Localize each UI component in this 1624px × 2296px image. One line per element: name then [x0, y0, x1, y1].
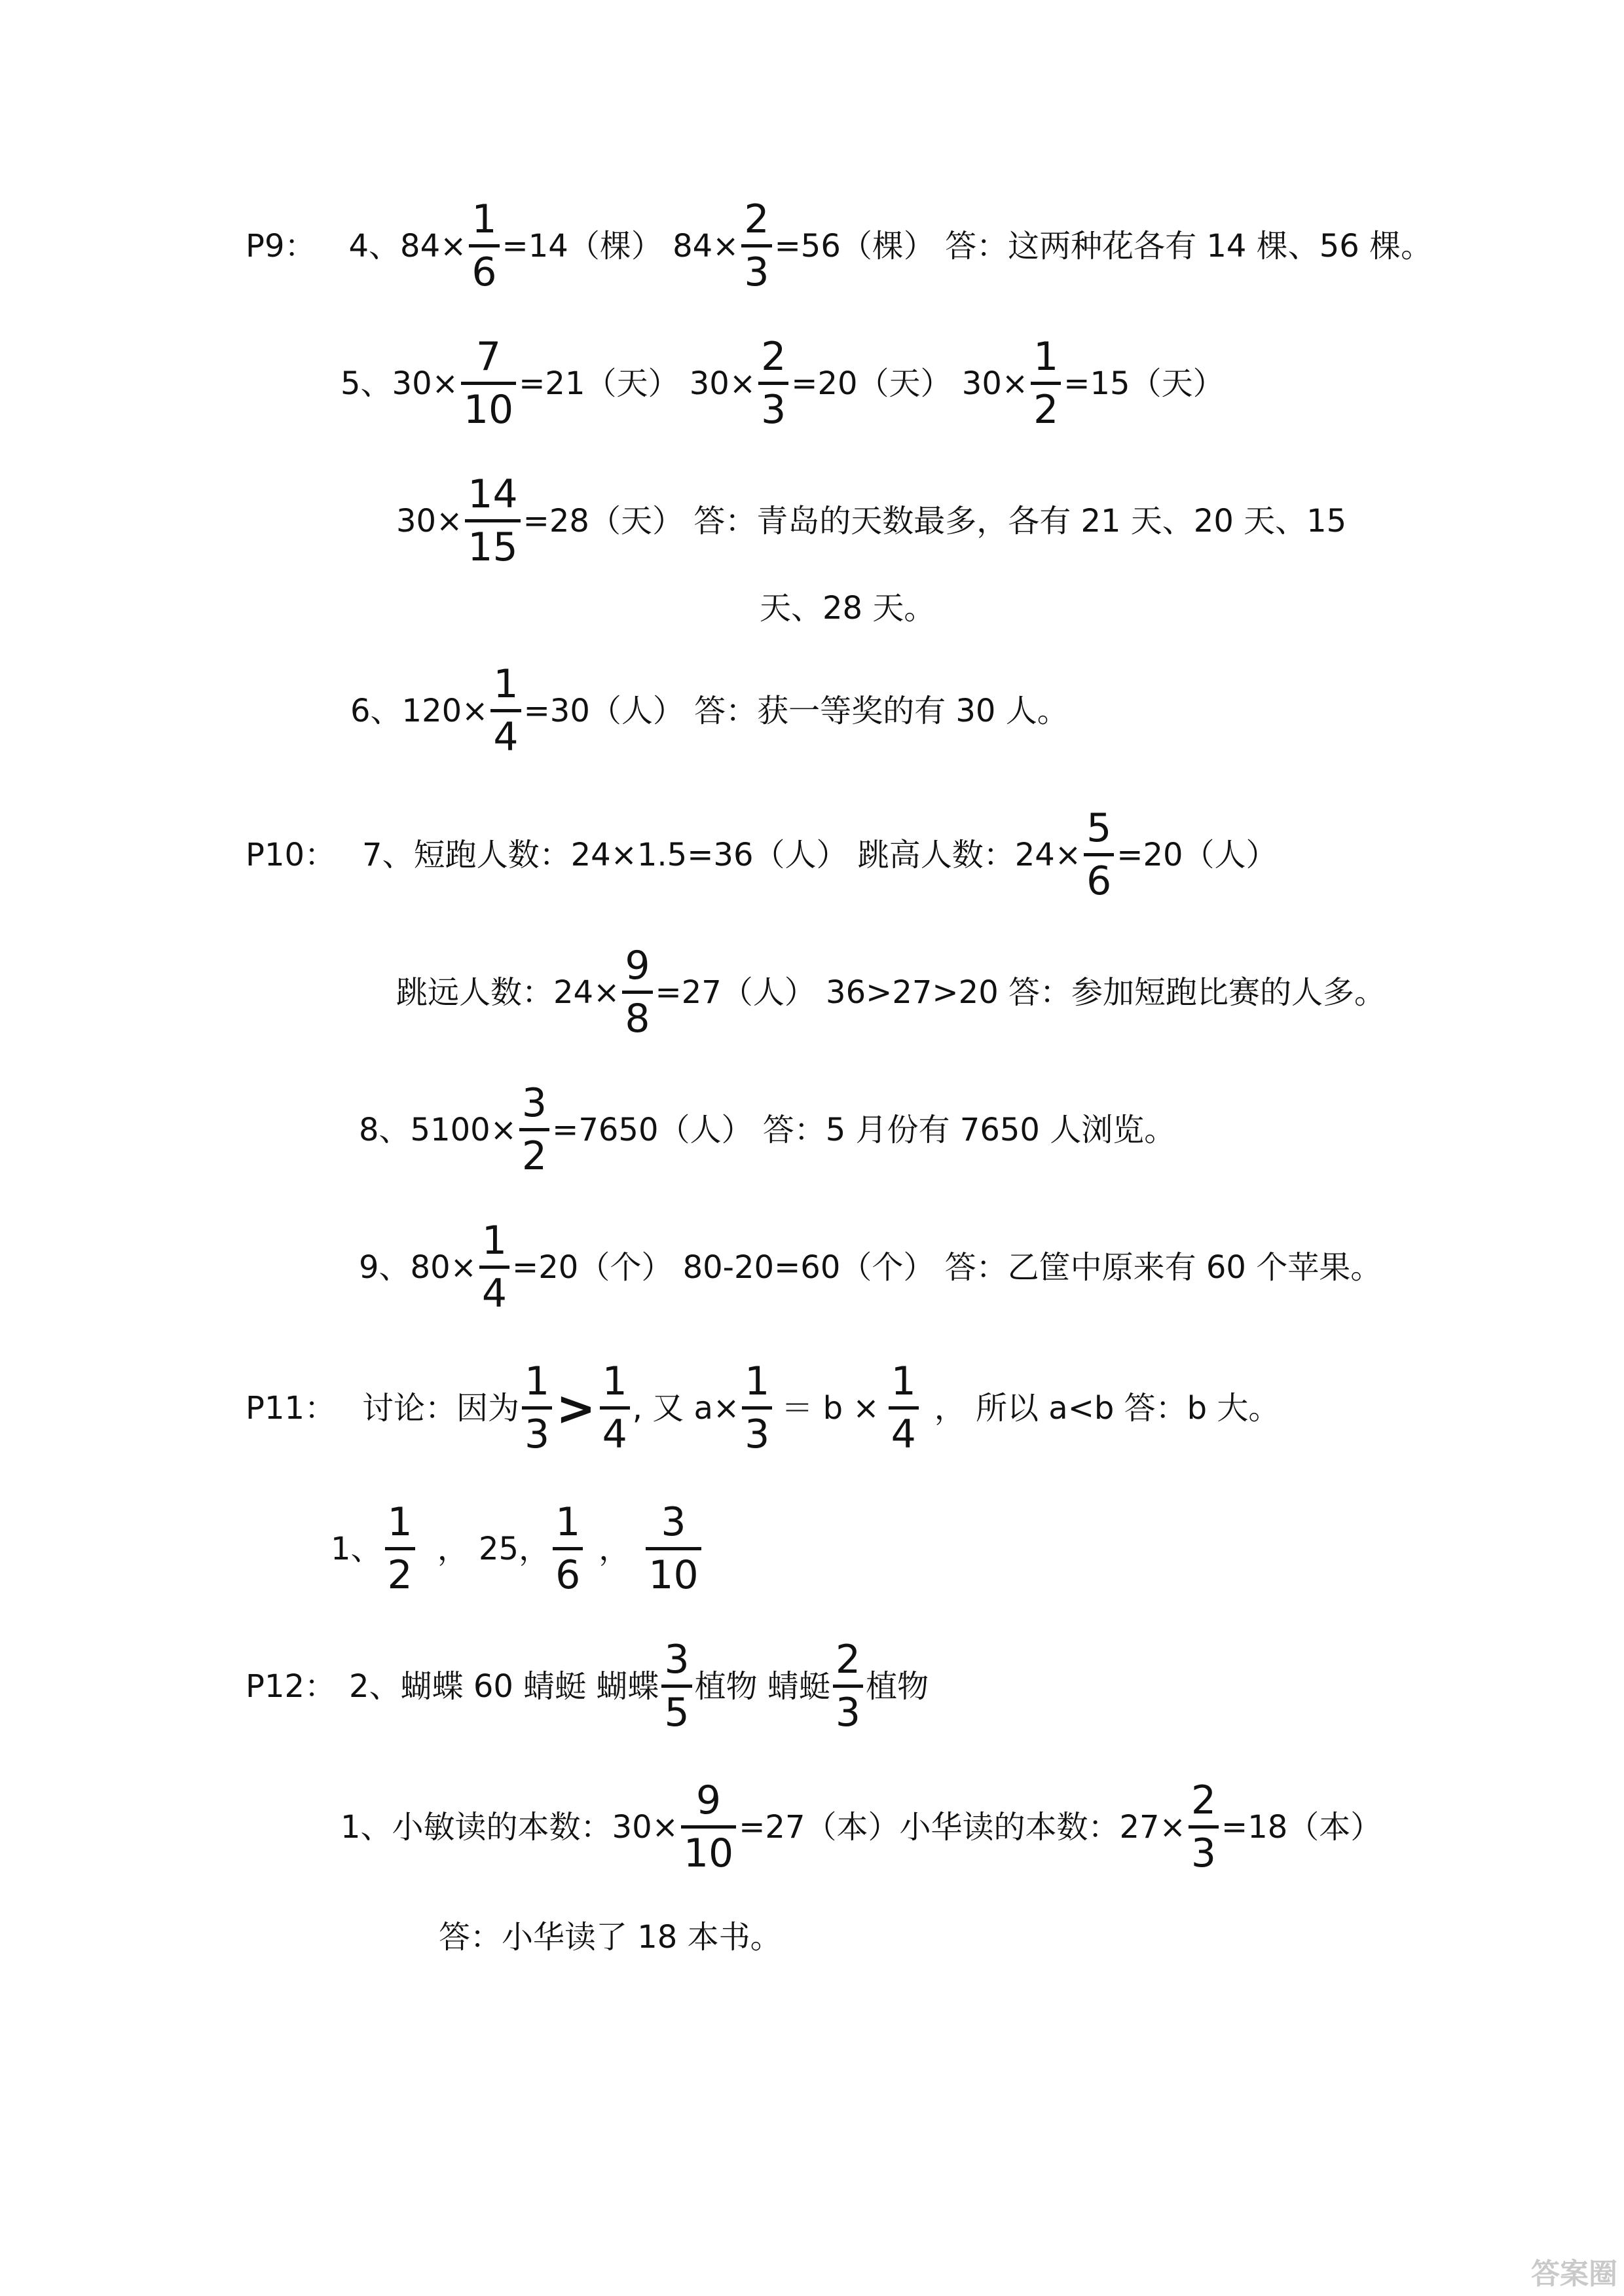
text: =20（人）: [1116, 836, 1278, 873]
fraction: 1 2: [1031, 337, 1061, 429]
line-p9-q5-cont: [396, 471, 1347, 570]
page-label-p9: P9：: [246, 227, 316, 264]
text: ， 25，: [437, 1530, 551, 1567]
text: =7650（人） 答：5 月份有 7650 人浏览。: [552, 1111, 1176, 1148]
page-label-p10: P10：: [246, 836, 337, 873]
text: 1、小敏读的本数：30×: [341, 1808, 678, 1846]
line-p12-q1: [341, 1777, 1382, 1876]
text: , 又 a×: [632, 1389, 740, 1427]
fraction: 2 3: [833, 1640, 863, 1732]
line-p11-q1: [331, 1499, 704, 1598]
fraction: 1 3: [522, 1362, 552, 1454]
text: 9、80×: [359, 1248, 477, 1286]
fraction: 2 3: [741, 200, 771, 292]
fraction: 1 4: [490, 665, 521, 757]
text: =15（天）: [1063, 365, 1225, 402]
fraction: 1 3: [742, 1362, 772, 1454]
line-p10-q9: [359, 1218, 1382, 1317]
watermark-logo: 答案圈: [1531, 2257, 1617, 2291]
fraction: 3 10: [646, 1503, 701, 1595]
line-p11-discussion: [246, 1358, 1280, 1457]
fraction: 1 6: [553, 1503, 583, 1595]
text: 5、30×: [341, 365, 458, 402]
fraction: 3 2: [519, 1084, 549, 1176]
line-p9-q6: [350, 661, 1069, 760]
line-p10-q7-cont: [396, 943, 1386, 1042]
fraction: 3 5: [661, 1640, 692, 1732]
line-p10-q8: [359, 1080, 1176, 1179]
text: 植物 蜻蜓: [694, 1667, 830, 1705]
fraction: 5 6: [1084, 809, 1114, 901]
line-p10-q7: [246, 805, 1278, 904]
text: =56（棵） 答：这两种花各有 14 棵、56 棵。: [774, 227, 1433, 264]
fraction: 2 3: [1189, 1781, 1219, 1873]
text: =14（棵） 84×: [502, 227, 739, 264]
text: =18（本）: [1221, 1808, 1382, 1846]
page-label-p11: P11：: [246, 1389, 337, 1427]
text: 跳远人数：24×: [396, 974, 620, 1011]
text: 讨论：因为: [362, 1389, 520, 1427]
fraction: 14 15: [465, 475, 520, 567]
page-label-p12: P12：: [246, 1667, 337, 1705]
fraction: 2 3: [758, 337, 788, 429]
text: 答：小华读了 18 本书。: [439, 1919, 782, 1956]
fraction: 1 4: [600, 1362, 630, 1454]
line-p9-q4: [246, 196, 1433, 295]
fraction: 1 2: [385, 1503, 415, 1595]
fraction: 1 4: [889, 1362, 919, 1454]
text: =27（人） 36>27>20 答：参加短跑比赛的人多。: [655, 974, 1386, 1011]
text: =27（本）小华读的本数：27×: [739, 1808, 1186, 1846]
text: 1、: [331, 1530, 382, 1567]
text: 30×: [396, 502, 463, 539]
text: 植物: [866, 1667, 929, 1705]
text: 天、28 天。: [760, 590, 936, 627]
line-p9-q5: [341, 334, 1225, 433]
text: 6、120×: [350, 692, 489, 729]
fraction: 9 10: [681, 1781, 736, 1873]
line-p12-q2: [246, 1637, 929, 1736]
text: 7、短跑人数：24×1.5=36（人） 跳高人数：24×: [362, 836, 1082, 873]
text: 2、蝴蝶 60 蜻蜓 蝴蝶: [349, 1667, 659, 1705]
fraction: 7 10: [461, 337, 516, 429]
greater-than-sign: >: [556, 1380, 596, 1436]
text: =30（人） 答：获一等奖的有 30 人。: [523, 692, 1069, 729]
line-p9-q5-cont2: [760, 590, 936, 627]
text: =20（天） 30×: [791, 365, 1029, 402]
fraction: 1 4: [479, 1221, 509, 1313]
text: =28（天） 答：青岛的天数最多，各有 21 天、20 天、15: [523, 502, 1347, 539]
text: 4、84×: [348, 227, 467, 264]
text: =21（天） 30×: [519, 365, 756, 402]
text: ， 所以 a<b 答：b 大。: [934, 1389, 1280, 1427]
line-p12-q1-answer: [439, 1919, 782, 1956]
text: =20（个） 80-20=60（个） 答：乙筐中原来有 60 个苹果。: [512, 1248, 1382, 1286]
text: ＝ b ×: [781, 1389, 879, 1427]
fraction: 1 6: [469, 200, 499, 292]
text: 8、5100×: [359, 1111, 517, 1148]
fraction: 9 8: [622, 946, 652, 1038]
text: ，: [599, 1530, 631, 1567]
